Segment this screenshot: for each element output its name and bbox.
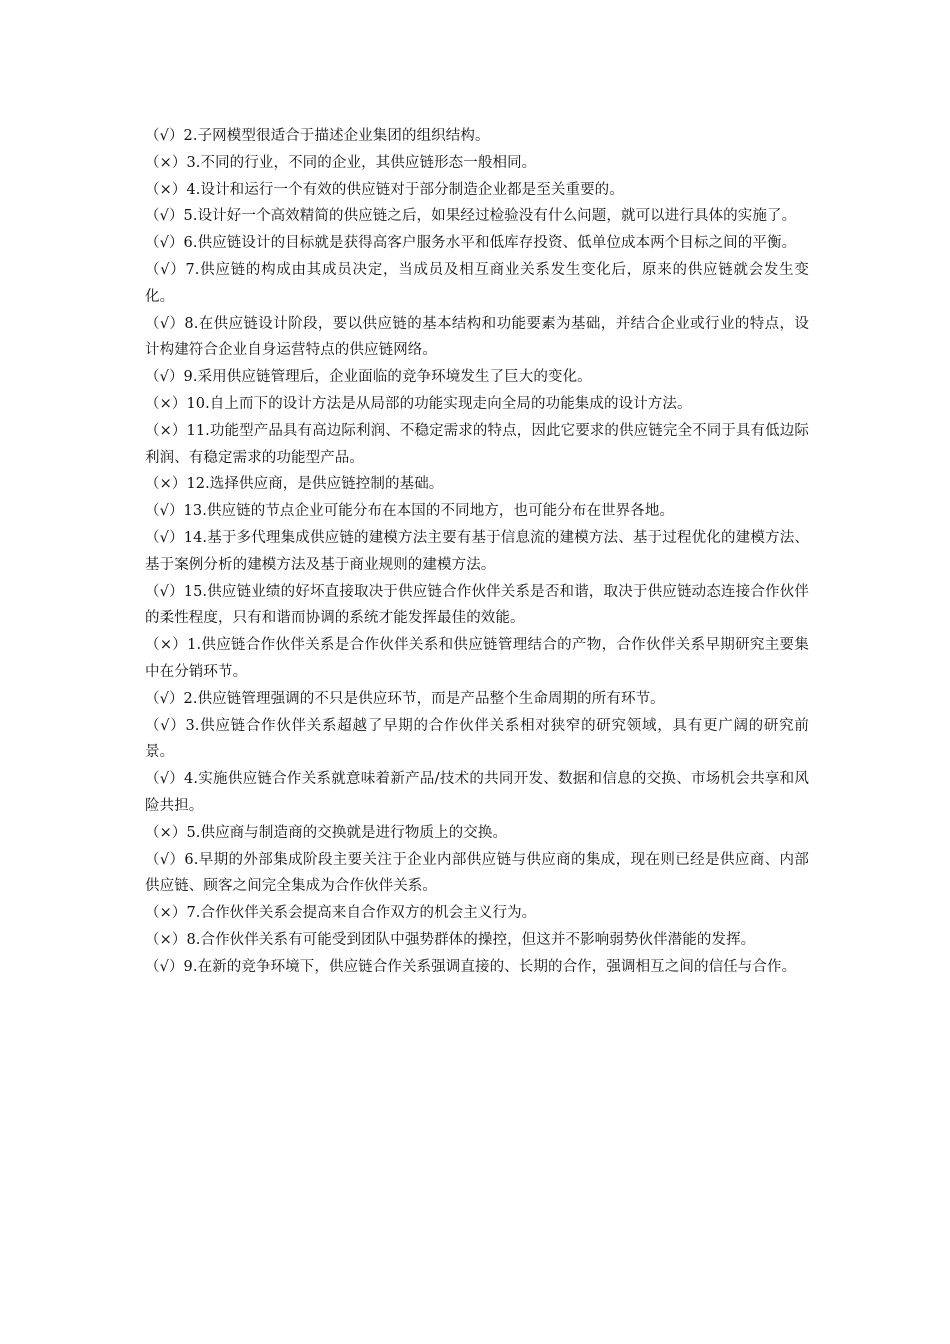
- list-item: （√）9.在新的竞争环境下，供应链合作关系强调直接的、长期的合作，强调相互之间的信任与合作。: [145, 958, 797, 975]
- list-item: （×）12.选择供应商，是供应链控制的基础。: [145, 476, 444, 493]
- list-item: （×）8.合作伙伴关系有可能受到团队中强势群体的操控，但这并不影响弱势伙伴潜能的发挥。: [145, 931, 756, 948]
- list-item: （×）7.合作伙伴关系会提高来自合作双方的机会主义行为。: [145, 905, 537, 922]
- list-item: （×）5.供应商与制造商的交换就是进行物质上的交换。: [145, 824, 508, 841]
- list-item: （×）11.功能型产品具有高边际利润、不稳定需求的特点，因此它要求的供应链完全不同于具有低边际利润、有稳定需求的功能型产品。: [145, 422, 809, 466]
- list-item: （√）9.采用供应链管理后，企业面临的竞争环境发生了巨大的变化。: [145, 369, 592, 386]
- list-item: （√）6.早期的外部集成阶段主要关注于企业内部供应链与供应商的集成，现在则已经是供应商、内部供应链、顾客之间完全集成为合作伙伴关系。: [145, 851, 809, 895]
- list-item: （×）4.设计和运行一个有效的供应链对于部分制造企业都是至关重要的。: [145, 181, 624, 198]
- list-item: （√）2.子网模型很适合于描述企业集团的组织结构。: [145, 128, 490, 144]
- list-item: （×）10.自上而下的设计方法是从局部的功能实现走向全局的功能集成的设计方法。: [145, 395, 692, 412]
- list-item: （√）4.实施供应链合作关系就意味着新产品/技术的共同开发、数据和信息的交换、市场机会共享和风险共担。: [145, 771, 809, 814]
- list-item: （√）5.设计好一个高效精简的供应链之后，如果经过检验没有什么问题，就可以进行具体的实施了。: [145, 208, 797, 225]
- list-item: （√）15.供应链业绩的好坏直接取决于供应链合作伙伴关系是否和谐，取决于供应链动态连接合作伙伴的柔性程度，只有和谐而协调的系统才能发挥最佳的效能。: [145, 583, 809, 627]
- list-item: （√）8.在供应链设计阶段，要以供应链的基本结构和功能要素为基础，并结合企业或行业的特点，设计构建符合企业自身运营特点的供应链网络。: [145, 315, 809, 359]
- list-item: （√）14.基于多代理集成供应链的建模方法主要有基于信息流的建模方法、基于过程优化的建模方法、基于案例分析的建模方法及基于商业规则的建模方法。: [145, 529, 809, 573]
- list-item: （√）7.供应链的构成由其成员决定，当成员及相互商业关系发生变化后，原来的供应链就会发生变化。: [145, 261, 809, 305]
- list-item: （√）3.供应链合作伙伴关系超越了早期的合作伙伴关系相对狭窄的研究领域，具有更广阔的研究前景。: [145, 717, 809, 761]
- list-item: （×）1.供应链合作伙伴关系是合作伙伴关系和供应链管理结合的产物，合作伙伴关系早期研究主要集中在分销环节。: [145, 637, 809, 680]
- document-body: [145, 123, 809, 981]
- list-item: （×）3.不同的行业，不同的企业，其供应链形态一般相同。: [145, 154, 537, 171]
- list-item: （√）2.供应链管理强调的不只是供应环节，而是产品整个生命周期的所有环节。: [145, 690, 665, 707]
- list-item: （√）13.供应链的节点企业可能分布在本国的不同地方，也可能分布在世界各地。: [145, 503, 675, 520]
- list-item: （√）6.供应链设计的目标就是获得高客户服务水平和低库存投资、低单位成本两个目标之间的平衡。: [145, 235, 797, 252]
